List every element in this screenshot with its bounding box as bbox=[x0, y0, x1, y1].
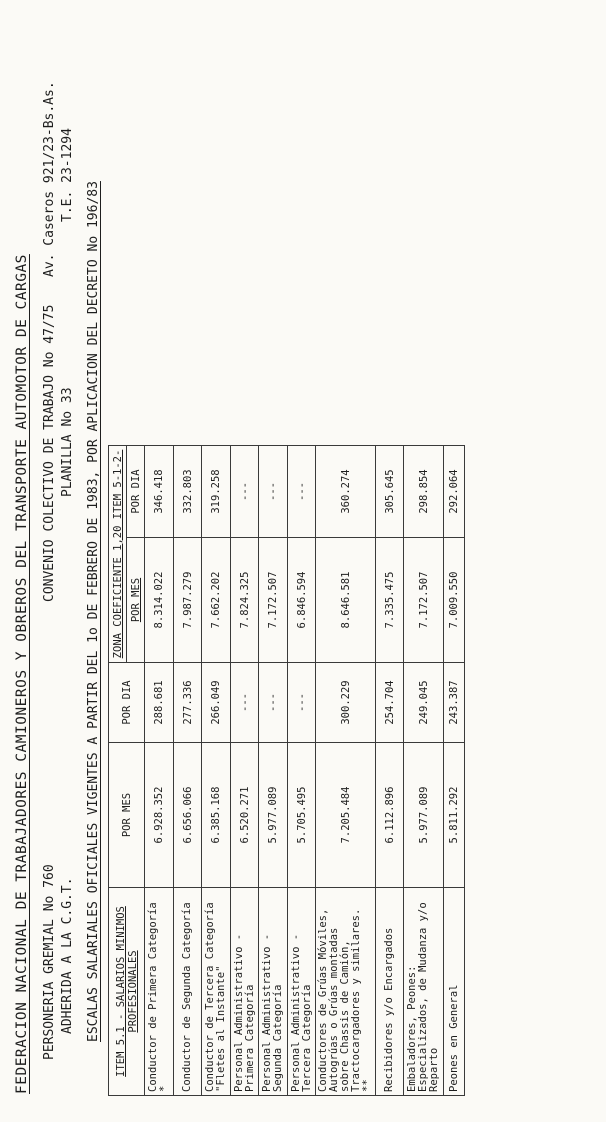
table-row bbox=[404, 446, 444, 1096]
row-zona-mes: 8.646.581 bbox=[316, 538, 376, 663]
planilla-number: PLANILLA No 33 bbox=[60, 387, 75, 497]
row-por-dia: --- bbox=[259, 663, 288, 743]
row-por-dia: 249.045 bbox=[404, 663, 444, 743]
row-category: Recibidores y/o Encargados bbox=[376, 888, 404, 1096]
row-por-mes: 5.977.089 bbox=[259, 743, 288, 888]
header-por-dia: POR DIA bbox=[109, 663, 145, 743]
table-row bbox=[288, 446, 316, 1096]
row-zona-mes: 8.314.022 bbox=[145, 538, 174, 663]
row-zona-dia: 360.274 bbox=[316, 446, 376, 538]
row-zona-dia: 332.803 bbox=[174, 446, 202, 538]
row-zona-dia: 346.418 bbox=[145, 446, 174, 538]
header-zona: ZONA COEFICIENTE 1,20 ITEM 5-1-2- bbox=[109, 446, 127, 663]
row-category: Peones en General bbox=[444, 888, 465, 1096]
row-zona-dia: --- bbox=[259, 446, 288, 538]
row-zona-mes: 6.846.594 bbox=[288, 538, 316, 663]
table-row bbox=[444, 446, 465, 1096]
table-row bbox=[316, 446, 376, 1096]
row-por-dia: 254.704 bbox=[376, 663, 404, 743]
row-por-dia: --- bbox=[288, 663, 316, 743]
row-por-dia: 277.336 bbox=[174, 663, 202, 743]
row-zona-mes: 7.172.507 bbox=[404, 538, 444, 663]
row-zona-dia: 305.645 bbox=[376, 446, 404, 538]
row-zona-dia: 298.854 bbox=[404, 446, 444, 538]
salary-table bbox=[108, 445, 465, 1096]
adherida-cgt: ADHERIDA A LA C.G.T. bbox=[60, 877, 75, 1034]
row-por-dia: 288.681 bbox=[145, 663, 174, 743]
row-category: Personal Administrativo - Tercera Categoría bbox=[288, 888, 316, 1096]
header-por-mes: POR MES bbox=[109, 743, 145, 888]
row-zona-mes: 7.987.279 bbox=[174, 538, 202, 663]
row-por-mes: 5.705.495 bbox=[288, 743, 316, 888]
row-zona-mes: 7.009.550 bbox=[444, 538, 465, 663]
row-por-mes: 6.656.066 bbox=[174, 743, 202, 888]
row-por-mes: 6.928.352 bbox=[145, 743, 174, 888]
row-category: Conductor de Tercera Categoría "Fletes al Instante" bbox=[202, 888, 231, 1096]
row-zona-dia: 319.258 bbox=[202, 446, 231, 538]
row-category: Personal Administrativo - Segunda Categoría bbox=[259, 888, 288, 1096]
row-zona-dia: 292.064 bbox=[444, 446, 465, 538]
row-zona-mes: 7.335.475 bbox=[376, 538, 404, 663]
convenio-colectivo: CONVENIO COLECTIVO DE TRABAJO No 47/75 bbox=[42, 304, 57, 602]
header-zona-por-dia: POR DIA bbox=[127, 446, 145, 538]
header-item: ITEM 5.1 - SALARIOS MINIMOS PROFESIONALES bbox=[109, 888, 145, 1096]
row-category: Conductor de Segunda Categoría bbox=[174, 888, 202, 1096]
row-zona-mes: 7.662.202 bbox=[202, 538, 231, 663]
row-por-mes: 6.385.168 bbox=[202, 743, 231, 888]
row-por-mes: 7.205.484 bbox=[316, 743, 376, 888]
row-zona-dia: --- bbox=[288, 446, 316, 538]
header-zona-por-mes: POR MES bbox=[127, 538, 145, 663]
row-por-dia: 266.049 bbox=[202, 663, 231, 743]
row-por-dia: 243.387 bbox=[444, 663, 465, 743]
row-zona-mes: 7.824.325 bbox=[231, 538, 259, 663]
salary-table-body bbox=[145, 446, 465, 1096]
row-por-mes: 5.811.292 bbox=[444, 743, 465, 888]
row-category: Conductor de Primera Categoría * bbox=[145, 888, 174, 1096]
row-category: Conductores de Grúas Móviles, Autogrúas o Grúas montadas sobre Chassis de Camión, Tractocargadores y similares. ** bbox=[316, 888, 376, 1096]
table-row bbox=[376, 446, 404, 1096]
row-por-mes: 6.112.896 bbox=[376, 743, 404, 888]
row-por-mes: 5.977.089 bbox=[404, 743, 444, 888]
document-title: FEDERACION NACIONAL DE TRABAJADORES CAMIONEROS Y OBREROS DEL TRANSPORTE AUTOMOTOR DE CARGAS bbox=[14, 254, 30, 1094]
document-subtitle: ESCALAS SALARIALES OFICIALES VIGENTES A PARTIR DEL 1o DE FEBRERO DE 1983, POR APLICACION DEL DECRETO No 196/83 bbox=[86, 181, 101, 1042]
row-zona-dia: --- bbox=[231, 446, 259, 538]
row-category: Personal Administrativo - Primera Categoría bbox=[231, 888, 259, 1096]
address: Av. Caseros 921/23-Bs.As. bbox=[42, 81, 57, 277]
table-row bbox=[145, 446, 174, 1096]
table-row bbox=[231, 446, 259, 1096]
row-zona-mes: 7.172.507 bbox=[259, 538, 288, 663]
table-row bbox=[174, 446, 202, 1096]
row-por-dia: --- bbox=[231, 663, 259, 743]
row-por-dia: 300.229 bbox=[316, 663, 376, 743]
row-por-mes: 6.520.271 bbox=[231, 743, 259, 888]
phone: T.E. 23-1294 bbox=[60, 128, 75, 222]
personeria-gremial: PERSONERIA GREMIAL No 760 bbox=[42, 864, 57, 1060]
table-row bbox=[202, 446, 231, 1096]
table-row bbox=[259, 446, 288, 1096]
row-category: Embaladores, Peones: Especializados, de Mudanza y/o Reparto bbox=[404, 888, 444, 1096]
